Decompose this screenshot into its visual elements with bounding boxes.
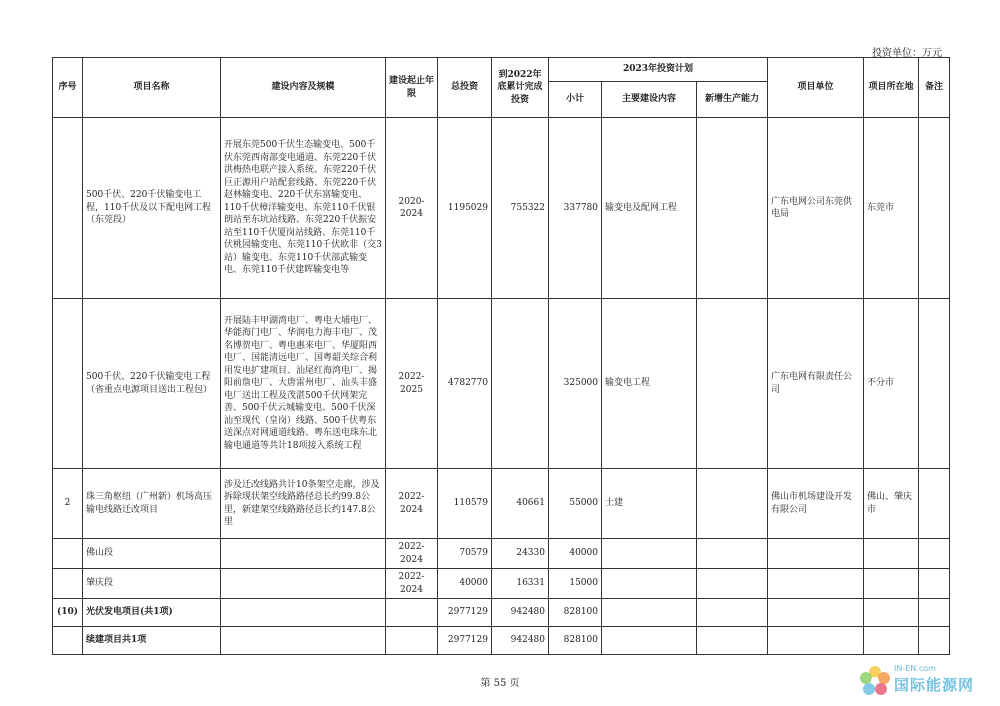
- cell-subtotal: 828100: [549, 627, 602, 655]
- cell-subtotal: 55000: [549, 469, 602, 539]
- header-row-1: [53, 58, 950, 82]
- cell-name: 500千伏、220千伏输变电工程（省重点电源项目送出工程包）: [83, 299, 221, 469]
- cell-capacity: [697, 299, 768, 469]
- cell-unit: [768, 569, 864, 599]
- cell-capacity: [697, 539, 768, 569]
- cell-main: [602, 627, 697, 655]
- cell-period: 2022-2024: [386, 539, 438, 569]
- cell-total: 2977129: [438, 627, 492, 655]
- cell-name: 续建项目共1项: [83, 627, 221, 655]
- cell-unit: 广东电网公司东莞供电局: [768, 118, 864, 299]
- cell-location: 东莞市: [864, 118, 919, 299]
- cell-subtotal: 325000: [549, 299, 602, 469]
- investment-table: [52, 57, 950, 655]
- cell-seq: (10): [53, 599, 83, 627]
- cell-subtotal: 40000: [549, 539, 602, 569]
- header-done: 到2022年底累计完成投资: [492, 58, 549, 118]
- cell-period: 2020-2024: [386, 118, 438, 299]
- flower-logo-icon: [858, 664, 892, 698]
- cell-seq: [53, 539, 83, 569]
- cell-period: [386, 599, 438, 627]
- table-row: [53, 627, 950, 655]
- cell-done: 16331: [492, 569, 549, 599]
- header-main: 主要建设内容: [602, 82, 697, 118]
- cell-capacity: [697, 569, 768, 599]
- header-content: 建设内容及规模: [221, 58, 386, 118]
- cell-capacity: [697, 627, 768, 655]
- cell-remark: [919, 539, 950, 569]
- watermark-logo: [858, 660, 998, 704]
- cell-done: 40661: [492, 469, 549, 539]
- cell-subtotal: 15000: [549, 569, 602, 599]
- cell-seq: [53, 627, 83, 655]
- cell-done: 942480: [492, 627, 549, 655]
- cell-location: [864, 627, 919, 655]
- cell-name: 佛山段: [83, 539, 221, 569]
- header-period: 建设起止年限: [386, 58, 438, 118]
- cell-remark: [919, 627, 950, 655]
- cell-remark: [919, 569, 950, 599]
- unit-note: 投资单位：万元: [872, 48, 942, 59]
- cell-capacity: [697, 118, 768, 299]
- cell-main: [602, 599, 697, 627]
- cell-content: 开展陆丰甲湖湾电厂、粤电大埔电厂、华能海门电厂、华润电力海丰电厂、茂名博贺电厂、粤电惠来电厂、华厦阳西电厂、国能清远电厂、国粤韶关综合利用发电扩建项目、汕尾红海湾电厂、揭阳前詹电厂、大唐雷州电厂、汕头丰盛电厂送出工程及茂湛500千伏网架完善、500千伏云城输变电、500千伏深汕至现代（皇岗）线路、500千伏粤东送深点对网通道线路、粤东送电珠东北输电通道等共计18项接入系统工程: [221, 299, 386, 469]
- cell-seq: [53, 118, 83, 299]
- cell-unit: [768, 599, 864, 627]
- cell-unit: 佛山市机场建设开发有限公司: [768, 469, 864, 539]
- cell-content: 涉及迁改线路共计10条架空走廊，涉及拆除现状架空线路路径总长约99.8公里，新建架空线路路径总长约147.8公里: [221, 469, 386, 539]
- cell-done: 755322: [492, 118, 549, 299]
- header-unit: 项目单位: [768, 58, 864, 118]
- header-total: 总投资: [438, 58, 492, 118]
- cell-main: [602, 539, 697, 569]
- header-seq: 序号: [53, 58, 83, 118]
- cell-main: 输变电工程: [602, 299, 697, 469]
- cell-remark: [919, 299, 950, 469]
- cell-main: 输变电及配网工程: [602, 118, 697, 299]
- cell-period: [386, 627, 438, 655]
- table-row: [53, 299, 950, 469]
- watermark-url: IN-EN.com: [894, 664, 936, 673]
- header-location: 项目所在地: [864, 58, 919, 118]
- cell-content: [221, 569, 386, 599]
- cell-total-value: 4782770: [447, 378, 488, 389]
- cell-name: 珠三角枢纽（广州新）机场高压输电线路迁改项目: [83, 469, 221, 539]
- header-remark: 备注: [919, 58, 950, 118]
- cell-subtotal: 337780: [549, 118, 602, 299]
- header-name: 项目名称: [83, 58, 221, 118]
- cell-name: 500千伏、220千伏输变电工程，110千伏及以下配电网工程（东莞段）: [83, 118, 221, 299]
- header-capacity: 新增生产能力: [697, 82, 768, 118]
- table-row: [53, 469, 950, 539]
- cell-total: 40000: [438, 569, 492, 599]
- cell-capacity: [697, 599, 768, 627]
- cell-location: 佛山、肇庆市: [864, 469, 919, 539]
- cell-content: [221, 627, 386, 655]
- table-row: [53, 539, 950, 569]
- cell-total: 70579: [438, 539, 492, 569]
- cell-unit: 广东电网有限责任公司: [768, 299, 864, 469]
- cell-remark: [919, 118, 950, 299]
- cell-remark: [919, 469, 950, 539]
- cell-content: 开展东莞500千伏生态输变电、500千伏东莞西南部变电通道、东莞220千伏洪梅热电联产接入系统、东莞220千伏巨正源用户站配套线路、东莞220千伏赵林输变电、220千伏东富输变电、110千伏樟洋输变电、东莞110千伏银朗站至东坑站线路、东莞220千伏振安站至110千伏厦岗站线路、东莞110千伏桃园输变电、东莞110千伏欧非（交3站）输变电、东莞110千伏部武输变电、东莞110千伏建晖输变电等: [221, 118, 386, 299]
- cell-content: [221, 539, 386, 569]
- cell-period: 2022-2025: [386, 299, 438, 469]
- cell-seq: [53, 299, 83, 469]
- page-number: 第 55 页: [480, 678, 520, 689]
- cell-content: [221, 599, 386, 627]
- cell-period: 2022-2024: [386, 469, 438, 539]
- cell-seq: 2: [53, 469, 83, 539]
- table-row: [53, 118, 950, 299]
- header-subtotal: 小计: [549, 82, 602, 118]
- cell-location: 不分市: [864, 299, 919, 469]
- cell-total: 2977129: [438, 599, 492, 627]
- cell-remark: [919, 599, 950, 627]
- cell-name: 光伏发电项目(共1项): [83, 599, 221, 627]
- cell-total: 1195029: [438, 118, 492, 299]
- cell-location: [864, 599, 919, 627]
- table-row: [53, 599, 950, 627]
- cell-total: 110579: [438, 469, 492, 539]
- cell-period: 2022-2024: [386, 569, 438, 599]
- cell-done: [492, 299, 549, 469]
- cell-capacity: [697, 469, 768, 539]
- watermark-name: 国际能源网: [894, 676, 975, 694]
- cell-total: [438, 299, 492, 469]
- cell-main: [602, 569, 697, 599]
- cell-subtotal: 828100: [549, 599, 602, 627]
- cell-unit: [768, 627, 864, 655]
- cell-location: [864, 569, 919, 599]
- cell-unit: [768, 539, 864, 569]
- cell-location: [864, 539, 919, 569]
- cell-main: 土建: [602, 469, 697, 539]
- cell-name: 肇庆段: [83, 569, 221, 599]
- cell-done: 24330: [492, 539, 549, 569]
- cell-done: 942480: [492, 599, 549, 627]
- header-plan-2023: 2023年投资计划: [549, 58, 768, 82]
- table-row: [53, 569, 950, 599]
- cell-seq: [53, 569, 83, 599]
